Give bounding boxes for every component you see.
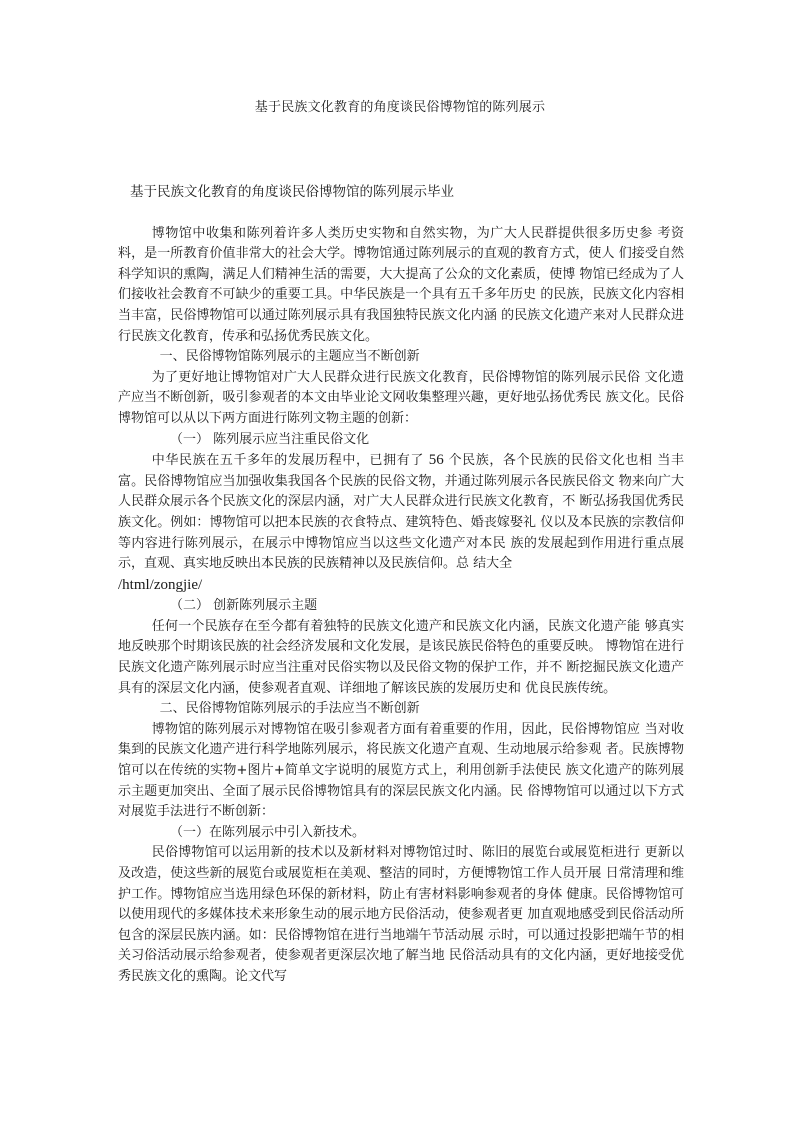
section-1-2-paragraph: 任何一个民族存在至今都有着独特的民族文化遗产和民族文化内涵，民族文化遗产能 够真实地反映那个时期该民族的社会经济发展和文化发展，是该民族民俗特色的重要反映。 博物馆在进行民族文化遗产陈列展示时应当注重对民俗实物以及民俗文物的保护工作，并不 断挖掘民族文化遗产具有的深层文化内涵，使参观者直观、详细地了解该民族的发展历史和 优良民族传统。 — [118, 618, 684, 696]
document-subtitle: 基于民族文化教育的角度谈民俗博物馆的陈列展示毕业 — [130, 184, 454, 200]
section-1-2-heading: （二） 创新陈列展示主题 — [170, 598, 318, 614]
section-1-1-paragraph — [118, 450, 684, 596]
intro-paragraph: 博物馆中收集和陈列着许多人类历史实物和自然实物，为广大人民群提供很多历史参 考资料，是一所教育价值非常大的社会大学。博物馆通过陈列展示的直观的教育方式，使人 们接受自然科学知识的熏陶，满足人们精神生活的需要，大大提高了公众的文化素质，使博 物馆已经成为了人们接收社会教育不可缺少的重要工具。中华民族是一个具有五千多年历史 的民族，民族文化内容相当丰富，民俗博物馆可以通过陈列展示具有我国独特民族文化内涵 的民族文化遗产来对人民群众进行民族文化教育，传承和弘扬优秀民族文化。 — [118, 225, 684, 344]
section-2-paragraph: 博物馆的陈列展示对博物馆在吸引参观者方面有着重要的作用，因此，民俗博物馆应 当对收集到的民族文化遗产进行科学地陈列展示，将民族文化遗产直观、生动地展示给参观 者。民族博物馆可以在传统的实物+图片+简单文字说明的展览方式上，利用创新手法使民 族文化遗产的陈列展示主题更加突出、全面了展示民俗博物馆具有的深层民族文化内涵。民 俗博物馆可以通过以下方式对展览手法进行不断创新： — [118, 721, 684, 820]
section-1-1-text-start: 中华民族在五千多年的发展历程中，已拥有了 — [151, 453, 429, 469]
url-text: /html/zongjie/ — [118, 576, 203, 593]
ethnic-count-number: 56 — [428, 452, 444, 469]
section-1-1-text-end: 个民族，各个民族的民俗文化也相 当丰富。民俗博物馆应当加强收集我国各个民族的民俗文物，并通过陈列展示各民族民俗文 物来向广大人民群众展示各个民族文化的深层内涵，对广大人民群众进行民族文化教育，不 断弘扬我国优秀民族文化。例如：博物馆可以把本民族的衣食特点、建筑特色、婚丧嫁娶礼 仪以及本民族的宗教信仰等内容进行陈列展示，在展示中博物馆应当以这些文化遗产对本民 族的发展起到作用进行重点展示，直观、真实地反映出本民族的民族精神以及民族信仰。总 结大全 — [118, 453, 684, 572]
section-1-paragraph: 为了更好地让博物馆对广大人民群众进行民族文化教育，民俗博物馆的陈列展示民俗 文化遗产应当不断创新，吸引参观者的本文由毕业论文网收集整理兴趣，更好地弘扬优秀民 族文化。民俗博物馆可以从以下两方面进行陈列文物主题的创新： — [118, 369, 684, 426]
section-2-1-paragraph: 民俗博物馆可以运用新的技术以及新材料对博物馆过时、陈旧的展览台或展览柜进行 更新以及改造，使这些新的展览台或展览柜在美观、整洁的同时，方便博物馆工作人员开展 日常清理和维护工作。博物馆应当选用绿色环保的新材料，防止有害材料影响参观者的身体 健康。民俗博物馆可以使用现代的多媒体技术来形象生动的展示地方民俗活动，使参观者更 加直观地感受到民俗活动所包含的深层民族内涵。如：民俗博物馆在进行当地端午节活动展 示时，可以通过投影把端午节的相关习俗活动展示给参观者，使参观者更深层次地了解当地 民俗活动具有的文化内涵，更好地接受优秀民族文化的熏陶。论文代写 — [118, 845, 684, 984]
section-2-1-heading: （一）在陈列展示中引入新技术。 — [170, 824, 366, 840]
section-1-1-heading: （一） 陈列展示应当注重民俗文化 — [170, 431, 370, 447]
section-1-heading: 一、民俗博物馆陈列展示的主题应当不断创新 — [159, 349, 420, 365]
section-2-heading: 二、民俗博物馆陈列展示的手法应当不断创新 — [159, 701, 420, 717]
document-body — [118, 182, 684, 988]
document-title: 基于民族文化教育的角度谈民俗博物馆的陈列展示 — [254, 100, 546, 115]
